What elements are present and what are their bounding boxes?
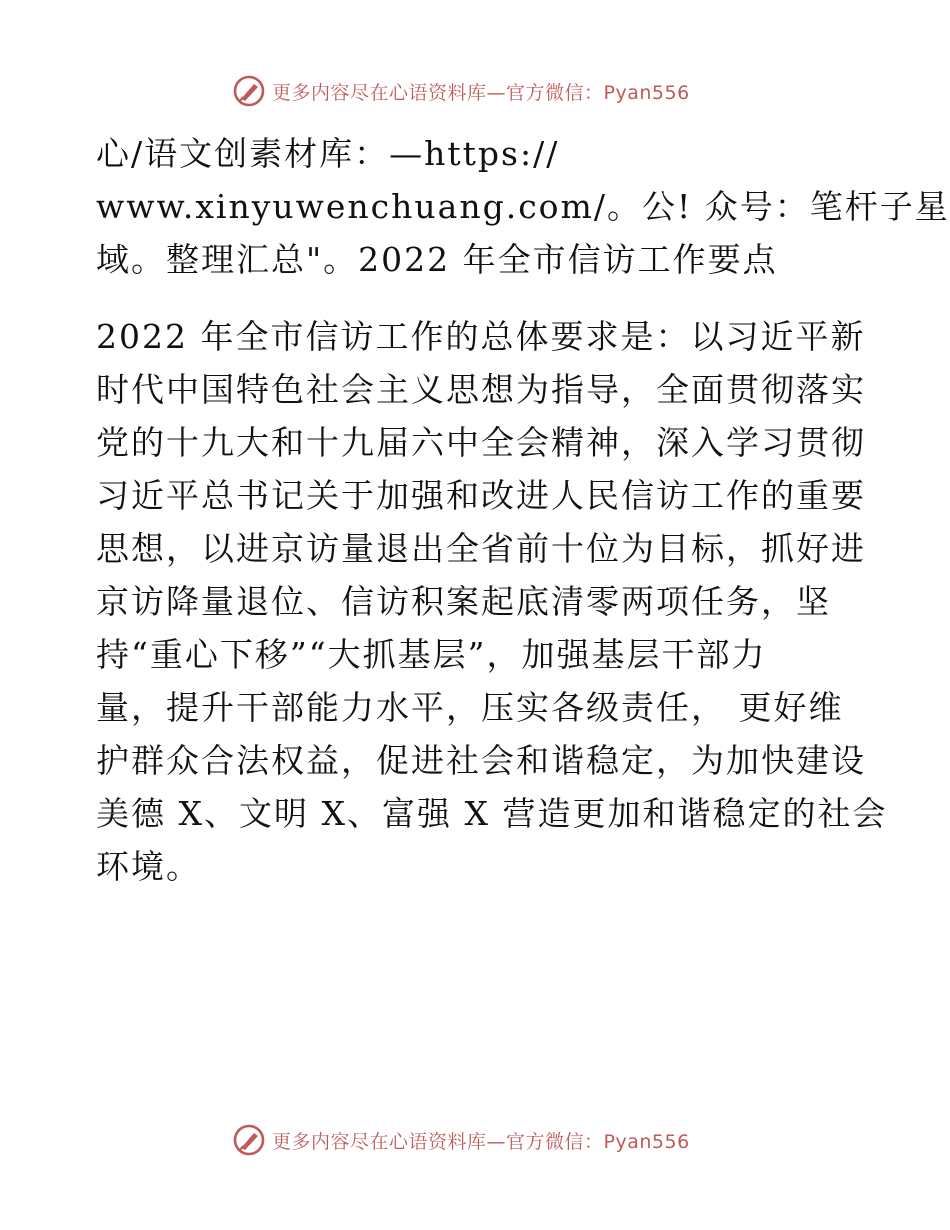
text-line: 京访降量退位、信访积案起底清零两项任务，坚 <box>96 582 831 621</box>
text-line: 党的十九大和十九届六中全会精神，深入学习贯彻 <box>96 423 866 462</box>
text-line: 护群众合法权益，促进社会和谐稳定，为加快建设 <box>96 741 866 780</box>
text-line: 环境。 <box>96 847 201 886</box>
pen-seal-icon <box>232 1123 266 1157</box>
text-line: 时代中国特色社会主义思想为指导，全面贯彻落实 <box>96 370 866 409</box>
text-line: 域。整理汇总"。2022 年全市信访工作要点 <box>96 240 778 279</box>
watermark-text: 更多内容尽在心语资料库—官方微信：Pyan556 <box>272 81 690 104</box>
header-watermark <box>232 71 690 111</box>
intro-paragraph <box>96 127 950 286</box>
text-line: 持“重心下移”“大抓基层”，加强基层干部力 <box>96 635 767 674</box>
text-line: 量，提升干部能力水平，压实各级责任， 更好维 <box>96 688 844 727</box>
text-line: 习近平总书记关于加强和改进人民信访工作的重要 <box>96 476 866 515</box>
watermark-text: 更多内容尽在心语资料库—官方微信：Pyan556 <box>272 1130 690 1153</box>
text-line: 美德 X、文明 X、富强 X 营造更加和谐稳定的社会 <box>96 794 888 833</box>
footer-watermark <box>232 1120 690 1160</box>
text-line: 心/语文创素材库：—https:// <box>96 134 560 173</box>
body-paragraph <box>96 310 887 893</box>
pen-seal-icon <box>232 74 266 108</box>
text-line: 思想，以进京访量退出全省前十位为目标，抓好进 <box>96 529 866 568</box>
text-line: 2022 年全市信访工作的总体要求是：以习近平新 <box>96 317 866 356</box>
text-line: www.xinyuwenchuang.com/。公! 众号：笔杆子星 <box>96 187 950 226</box>
